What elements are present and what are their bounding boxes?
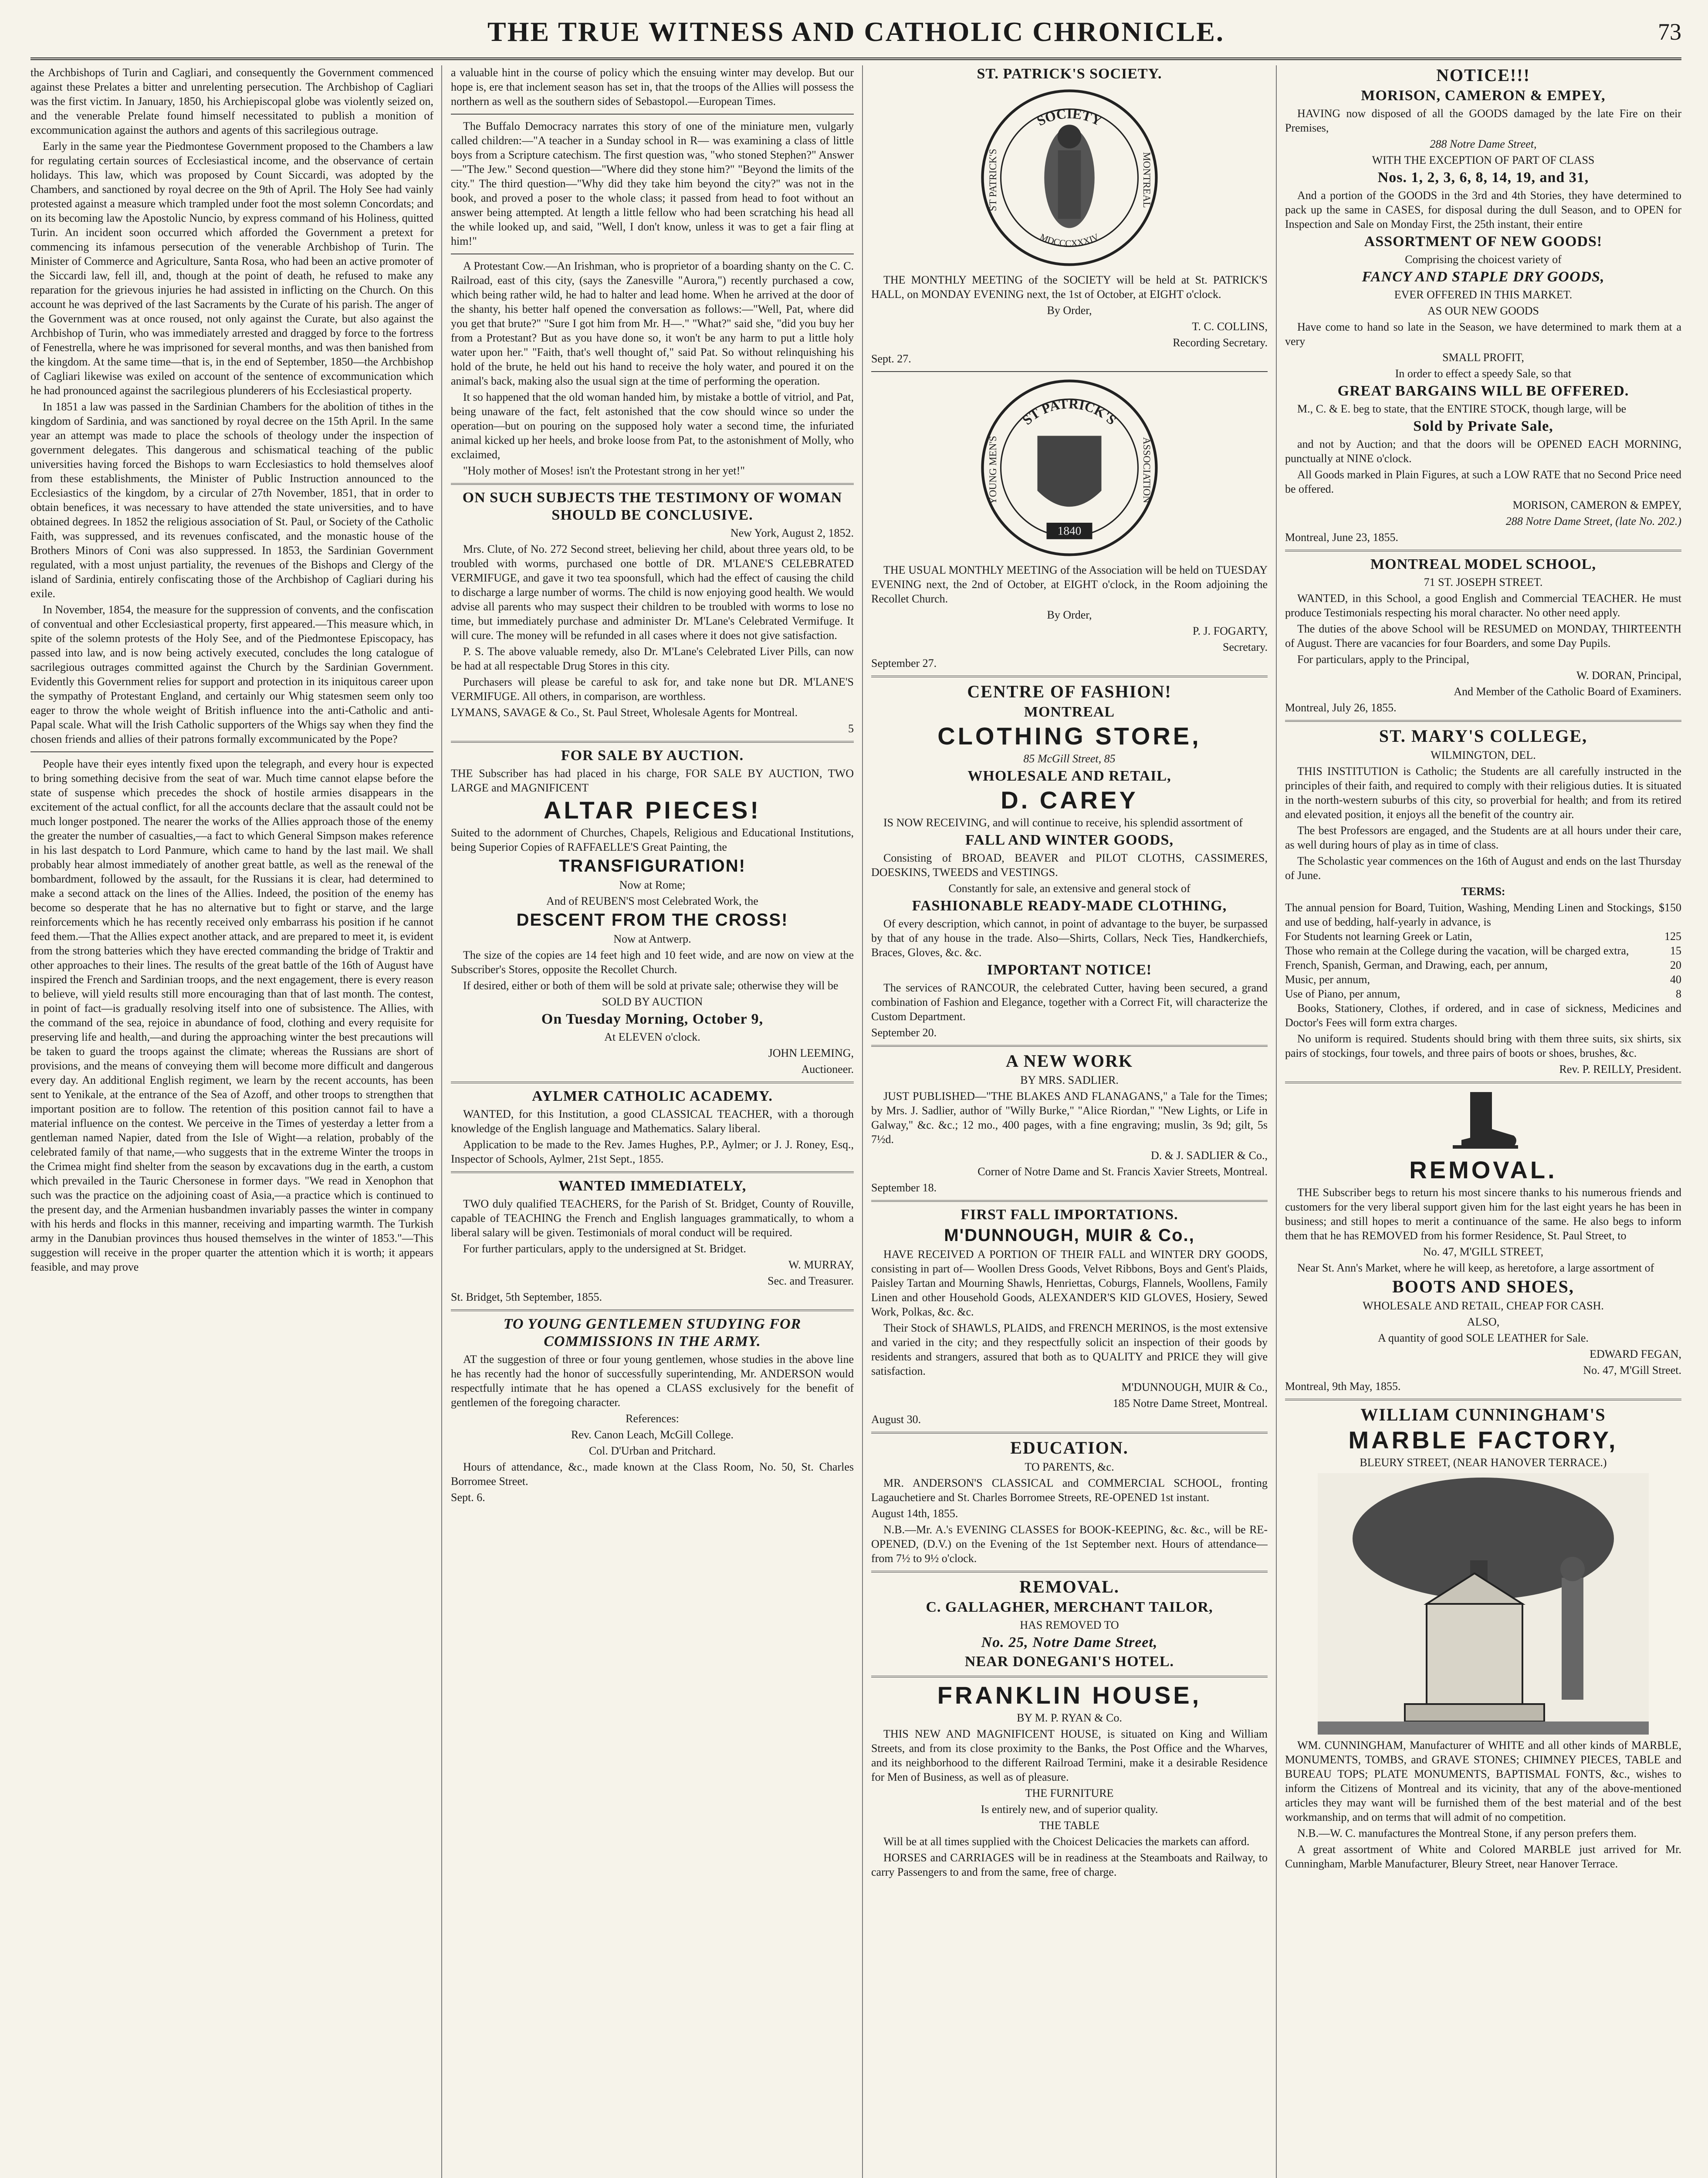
- ad-heading: WILLIAM CUNNINGHAM'S: [1360, 1405, 1606, 1424]
- signature-role: 288 Notre Dame Street, (late No. 202.): [1505, 515, 1681, 528]
- dateline: August 14th, 1855.: [871, 1507, 958, 1520]
- newspaper-title: THE TRUE WITNESS AND CATHOLIC CHRONICLE.: [487, 16, 1224, 47]
- display-heading: MARBLE FACTORY,: [1348, 1426, 1618, 1454]
- caption: Constantly for sale, an extensive and general stock of: [948, 882, 1191, 895]
- ad-heading: WANTED IMMEDIATELY,: [558, 1178, 747, 1194]
- divider: [1285, 550, 1681, 551]
- ad-heading: MONTREAL MODEL SCHOOL,: [1370, 556, 1596, 572]
- divider: [451, 741, 854, 743]
- caption: Comprising the choicest variety of: [1405, 253, 1562, 266]
- paragraph: No uniform is required. Students should bring with them three suits, six shirts, six pairs of stockings, four towels, and three pairs of boots or shoes, brushes, &c.: [1285, 1032, 1681, 1059]
- dateline: St. Bridget, 5th September, 1855.: [451, 1291, 602, 1303]
- dateline: September 20.: [871, 1026, 937, 1039]
- column-rule: [441, 65, 442, 2178]
- tuition-label: French, Spanish, German, and Drawing, each, per annum,: [1285, 959, 1548, 971]
- divider: [871, 1045, 1268, 1047]
- paragraph: The duties of the above School will be RESUMED on MONDAY, THIRTEENTH of August. There are vacancies for four Boarders, and some Day Pupils.: [1285, 622, 1681, 649]
- signature: D. & J. SADLIER & Co.,: [1151, 1149, 1268, 1162]
- ad-heading: CENTRE OF FASHION!: [967, 682, 1172, 701]
- ad-heading: REMOVAL.: [1019, 1577, 1120, 1596]
- paragraph: Books, Stationery, Clothes, if ordered, and in case of sickness, Medicines and Doctor's Fees will form extra charges.: [1285, 1002, 1681, 1029]
- paragraph: Consisting of BROAD, BEAVER and PILOT CLOTHS, CASSIMERES, DOESKINS, TWEEDS and VESTINGS.: [871, 852, 1268, 879]
- seal-text: 1840: [1057, 524, 1082, 538]
- caption: And of REUBEN'S most Celebrated Work, the: [546, 895, 758, 907]
- signature: Rev. P. REILLY, President.: [1559, 1063, 1681, 1075]
- divider: [451, 483, 854, 485]
- tuition-row: [1285, 958, 1681, 972]
- paragraph: HAVE RECEIVED A PORTION OF THEIR FALL and WINTER DRY GOODS, consisting in part of— Woollen Dress Goods, Velvet Ribbons, Boys and Gent's Plaids, Paisley Tartan and Mourning Shawls, Henriettas, Coburgs, Flannels, Woollens, Family Linen and other Household Goods, ALEXANDER'S KID GLOVES, Hosiery, Sewed Work, Polkas, &c. &c.: [871, 1248, 1268, 1318]
- display-heading: FALL AND WINTER GOODS,: [965, 832, 1174, 848]
- caption: ALSO,: [1467, 1316, 1500, 1328]
- paragraph: And a portion of the GOODS in the 3rd and 4th Stories, they have determined to pack up the same in CASES, for disposal during the dull Season, and to OPEN for Inspection and Sale on Monday First, the 25th instant, their entire: [1285, 189, 1681, 230]
- marble-monument-engraving-icon: [1318, 1473, 1649, 1735]
- signature: T. C. COLLINS,: [1192, 320, 1268, 333]
- caption: By Order,: [1047, 304, 1092, 317]
- tuition-value: $150: [1659, 901, 1681, 914]
- st-patricks-society-seal-icon: [978, 86, 1161, 269]
- paragraph: For particulars, apply to the Principal,: [1297, 653, 1469, 666]
- signature-role: Secretary.: [1223, 641, 1268, 653]
- tuition-row: [1285, 900, 1681, 929]
- tuition-label: Those who remain at the College during the vacation, will be charged extra,: [1285, 944, 1629, 957]
- young-mens-association-seal-icon: [978, 376, 1161, 559]
- seal-text: YOUNG MEN'S: [987, 436, 998, 504]
- seal-text: MDCCCXXXIV: [1038, 231, 1101, 249]
- paragraph: Near St. Ann's Market, where he will keep, as heretofore, a large assortment of: [1297, 1261, 1654, 1274]
- paragraph: THE MONTHLY MEETING of the SOCIETY will be held at St. PATRICK'S HALL, on MONDAY EVENING next, the 1st of October, at EIGHT o'clock.: [871, 274, 1268, 301]
- paragraph: For further particulars, apply to the undersigned at St. Bridget.: [463, 1242, 746, 1255]
- ad-heading: FRANKLIN HOUSE,: [937, 1681, 1202, 1709]
- dateline: September 18.: [871, 1181, 937, 1194]
- tuition-label: Use of Piano, per annum,: [1285, 988, 1400, 1000]
- paragraph: N.B.—W. C. manufactures the Montreal Stone, if any person prefers them.: [1297, 1827, 1637, 1840]
- paragraph: N.B.—Mr. A.'s EVENING CLASSES for BOOK-KEEPING, &c. &c., will be RE-OPENED, (D.V.) on the Evening of the 1st September next. Hours of attendance—from 7½ to 9½ o'clock.: [871, 1523, 1268, 1565]
- divider: [451, 1309, 854, 1311]
- caption: WILMINGTON, DEL.: [1431, 749, 1536, 761]
- tuition-label: The annual pension for Board, Tuition, Washing, Mending Linen and Stockings, and use of bedding, half-yearly in advance, is: [1285, 901, 1654, 928]
- divider: [871, 1676, 1268, 1677]
- display-heading: MORISON, CAMERON & EMPEY,: [1361, 88, 1606, 104]
- caption: BY M. P. RYAN & Co.: [1017, 1711, 1122, 1724]
- paragraph: Will be at all times supplied with the Choicest Delicacies the markets can afford.: [883, 1835, 1250, 1848]
- seal-text: ST PATRICK'S: [1019, 396, 1120, 428]
- caption: WITH THE EXCEPTION OF PART OF CLASS: [1372, 154, 1595, 166]
- ad-heading: AYLMER CATHOLIC ACADEMY.: [532, 1088, 773, 1104]
- caption: In order to effect a speedy Sale, so that: [1395, 367, 1572, 380]
- paragraph: THIS NEW AND MAGNIFICENT HOUSE, is situated on King and William Streets, and from its close proximity to the Banks, the Post Office and the Wharves, and its neighborhood to the different Railroad Termini, make it a desirable Residence for Men of Business, as well as of pleasure.: [871, 1728, 1268, 1783]
- caption: References:: [626, 1412, 679, 1425]
- column-4: [1285, 65, 1681, 2178]
- display-heading: M'DUNNOUGH, MUIR & Co.,: [944, 1226, 1195, 1245]
- tuition-value: 15: [1670, 944, 1681, 957]
- seal-text: ASSOCIATION: [1141, 437, 1153, 503]
- paragraph: Their Stock of SHAWLS, PLAIDS, and FRENCH MERINOS, is the most extensive and varied in the city; and they respectfully solicit an inspection of their goods by residents and strangers, assured that both as to QUALITY and PRICE they will give satisfaction.: [871, 1322, 1268, 1377]
- dateline: Montreal, July 26, 1855.: [1285, 701, 1397, 714]
- paragraph: All Goods marked in Plain Figures, at such a LOW RATE that no Second Price need be offered.: [1285, 468, 1681, 495]
- paragraph: A great assortment of White and Colored MARBLE just arrived for Mr. Cunningham, Marble Manufacturer, Bleury Street, near Hanover Terrace.: [1285, 1843, 1681, 1870]
- signature-role: Corner of Notre Dame and St. Francis Xavier Streets, Montreal.: [977, 1165, 1268, 1178]
- paragraph: The size of the copies are 14 feet high and 10 feet wide, and are now on view at the Subscriber's Stores, opposite the Recollet Church.: [451, 949, 854, 976]
- ad-heading: A NEW WORK: [1006, 1051, 1133, 1071]
- column-1: [30, 65, 433, 2178]
- signature: W. MURRAY,: [788, 1258, 854, 1271]
- caption: No. 47, M'GILL STREET,: [1423, 1245, 1544, 1258]
- caption: 85 McGill Street, 85: [1023, 752, 1116, 765]
- paragraph: M., C. & E. beg to state, that the ENTIRE STOCK, though large, will be: [1297, 402, 1627, 415]
- dateline: Montreal, June 23, 1855.: [1285, 531, 1398, 544]
- caption: THE FURNITURE: [1025, 1787, 1114, 1799]
- paragraph: It so happened that the old woman handed him, by mistake a bottle of vitriol, and Pat, being unaware of the fact, felt astonished that the cow should wince so under the operation—but on pouring on the supposed holy water a second time, the infuriated animal kicked up her heels, and broke loose from Pat, to the astonishment of Molly, who exclaimed,: [451, 391, 854, 461]
- display-heading: MONTREAL: [1024, 704, 1115, 720]
- paragraph: P. S. The above valuable remedy, also Dr. M'Lane's Celebrated Liver Pills, can now be had at all respectable Drug Stores in this city.: [451, 645, 854, 672]
- paragraph: The best Professors are engaged, and the Students are at all hours under their care, as well during hours of play as in time of class.: [1285, 824, 1681, 851]
- paragraph: IS NOW RECEIVING, and will continue to receive, his splendid assortment of: [883, 816, 1243, 829]
- caption: Col. D'Urban and Pritchard.: [588, 1444, 716, 1457]
- paragraph: THIS INSTITUTION is Catholic; the Students are all carefully instructed in the principles of their faith, and required to comply with their religious duties. It is situated in the north-western suburbs of this city, so proverbial for health; and from its retired and elevated position, it enjoys all the benefit of the country air.: [1285, 765, 1681, 821]
- divider: [1285, 1399, 1681, 1400]
- display-heading: NEAR DONEGANI'S HOTEL.: [964, 1654, 1174, 1670]
- divider: [871, 1200, 1268, 1202]
- signature: W. DORAN, Principal,: [1576, 669, 1681, 682]
- paragraph: THE Subscriber has had placed in his charge, FOR SALE BY AUCTION, TWO LARGE and MAGNIFICENT: [451, 767, 854, 794]
- signature: JOHN LEEMING,: [768, 1047, 854, 1059]
- caption: TO PARENTS, &c.: [1025, 1461, 1114, 1473]
- dateline: New York, August 2, 1852.: [730, 527, 854, 539]
- seal-text: MONTREAL: [1141, 152, 1153, 208]
- paragraph: TWO duly qualified TEACHERS, for the Parish of St. Bridget, County of Rouville, capable of TEACHING the French and English languages grammatically, to whom a liberal salary will be given. Testimonials of moral conduct will be required.: [451, 1197, 854, 1239]
- caption: Is entirely new, and of superior quality.: [981, 1803, 1158, 1816]
- caption: Now at Rome;: [619, 879, 686, 891]
- paragraph: The Buffalo Democracy narrates this story of one of the miniature men, vulgarly called children:—"A teacher in a Sunday school in R— was examining a class of little boys from a Scripture catechism. The first question was, "who stoned Stephen?" Answer—"The Jew." Second question—"Where did they stone him?" "Beyond the limits of the city." The third question—"Why did they take him beyond the city?" was not in the book, and proved a poser to the whole class; it passed from head to foot without an answer being attempted. At length a little fellow who had been scratching his head all the while looked up, and said, "Well, I don't know, unless it was to get a fair fling at him!": [451, 120, 854, 247]
- divider: [871, 676, 1268, 677]
- paragraph: THE USUAL MONTHLY MEETING of the Association will be held on TUESDAY EVENING next, the 2nd of October, at EIGHT o'clock, in the Room adjoining the Recollet Church.: [871, 564, 1268, 605]
- signature-role: No. 47, M'Gill Street.: [1583, 1364, 1681, 1376]
- column-2: [451, 65, 854, 2178]
- display-heading: FASHIONABLE READY-MADE CLOTHING,: [912, 898, 1227, 914]
- tuition-row: [1285, 972, 1681, 987]
- paragraph: a valuable hint in the course of policy which the ensuing winter may develop. But our hope is, ere that inclement season has set in, that the troops of the Allies will possess the northern as well as the southern sides of Sebastopol.—European Times.: [451, 66, 854, 108]
- display-heading: IMPORTANT NOTICE!: [987, 962, 1152, 978]
- paragraph: Application to be made to the Rev. James Hughes, P.P., Aylmer; or J. J. Roney, Esq., Inspector of Schools, Aylmer, 21st Sept., 1855.: [451, 1138, 854, 1165]
- page-number: 73: [1658, 19, 1681, 45]
- display-heading: DESCENT FROM THE CROSS!: [516, 910, 788, 930]
- display-heading: TERMS:: [1461, 885, 1505, 898]
- ad-heading: EDUCATION.: [1010, 1438, 1129, 1458]
- tuition-value: 8: [1676, 988, 1681, 1000]
- seal-text: ST PATRICK'S: [987, 149, 998, 211]
- signature-role: And Member of the Catholic Board of Examiners.: [1454, 685, 1681, 698]
- paragraph: Mrs. Clute, of No. 272 Second street, believing her child, about three years old, to be troubled with worms, purchased one bottle of DR. M'LANE'S CELEBRATED VERMIFUGE, and gave it two tea spoonsfull, which had the effect of causing the child to discharge a large number of worms. The child is now enjoying good health. We would advise all parents who may suspect their children to be troubled with worms to lose no time, but immediately purchase and administer Dr. M'Lane's Celebrated Vermifuge. It will cure. The money will be refunded in all cases where it does not give satisfaction.: [451, 543, 854, 642]
- tuition-row: [1285, 944, 1681, 958]
- ad-heading: FOR SALE BY AUCTION.: [561, 747, 744, 764]
- display-heading: ASSORTMENT OF NEW GOODS!: [1364, 233, 1603, 250]
- paragraph: Have come to hand so late in the Season, we have determined to mark them at a very: [1285, 321, 1681, 348]
- column-rule: [862, 65, 863, 2178]
- caption: Rev. Canon Leach, McGill College.: [571, 1428, 734, 1441]
- divider: [1285, 1082, 1681, 1083]
- tuition-label: Music, per annum,: [1285, 973, 1370, 986]
- paragraph: If desired, either or both of them will be sold at private sale; otherwise they will be: [463, 979, 839, 992]
- display-heading: Sold by Private Sale,: [1413, 418, 1553, 434]
- display-heading: TRANSFIGURATION!: [559, 856, 746, 876]
- paragraph: A Protestant Cow.—An Irishman, who is proprietor of a boarding shanty on the C. C. Railroad, east of this city, (says the Zanesville "Aurora,") recently purchased a cow, which being rather wild, he had to halter and lead home. When he arrived at the door of the shanty, his better half opened the conversation as follows:—"Well, Pat, where did you get that brute?" "Sure I got him from Mr. H—." "What?" said she, "did you buy her from a Protestant? But as you have done so, it won't be any harm to put a little holy water upon her." "Faith, that's well thought of," said Pat. So without relinquishing his hold of the brute, he held out his hand to receive the holy water, and poured it on the animal's back, making also the usual sign at the time of performing the operation.: [451, 260, 854, 387]
- caption: AS OUR NEW GOODS: [1427, 304, 1539, 317]
- paragraph: In 1851 a law was passed in the Sardinian Chambers for the abolition of tithes in the kingdom of Sardinia, and was sanctioned by royal decree on the 15th April. In the same year an attempt was made to place the schools of theology under the inspection of government delegates. This dangerous and schismatical teaching of the public universities having forced the Bishops to warn Ecclesiastics to hold themselves aloof from these establishments, the Minister of Public Instruction announced to the Ecclesiastics of the kingdom, by a circular of 27th November, 1851, that in order to obtain benefices, it was necessary to have attended the state universities, and to have obtained degrees. In 1852 the religious association of St. Paul, or Society of the Catholic Faith, was suppressed, and its revenues confiscated, and the monastic house of the Brothers Minors of Coni was also suppressed. In 1853, the Sardinian Government regulated, with a most unjust partiality, the revenues of the Bishops and Clergy of the island of Sardinia, entirely confiscating those of the Archbishop of Cagliari during his exile.: [30, 400, 433, 600]
- signature: MORISON, CAMERON & EMPEY,: [1512, 499, 1681, 511]
- display-heading: CLOTHING STORE,: [937, 722, 1201, 750]
- paragraph: JUST PUBLISHED—"THE BLAKES AND FLANAGANS," a Tale for the Times; by Mrs. J. Sadlier, author of "Willy Burke," "Alice Riordan," "New Lights, or Life in Galway," &c. &c.; 12 mo., 400 pages, with a fine engraving; muslin, 3s 9d; gilt, 5s 7½d.: [871, 1090, 1268, 1146]
- signature-role: Auctioneer.: [801, 1063, 854, 1075]
- paragraph: In November, 1854, the measure for the suppression of convents, and the confiscation of conventual and other Ecclesiastical property, first appeared.—This measure which, in spite of the solemn protests of the Holy See, and of the Piedmontese Episcopacy, has passed into law, and is now being actively executed, concludes the long catalogue of sacrilegious outrages committed against the Church by the Sardinian Government. Evidently this Government relies for support and protection in its iniquitous career upon the sympathy of Protestant England, and certainly our Whig statesmen seem only too eager to throw the whole weight of British influence into the anti-Catholic and anti-Papal scale. What will the Irish Catholic supporters of the Whigs say when they find the chosen friends and allies of their patrons formally excommunicated by the Pope?: [30, 603, 433, 745]
- ad-heading: ST. MARY'S COLLEGE,: [1379, 726, 1588, 746]
- display-heading: No. 25, Notre Dame Street,: [981, 1634, 1158, 1650]
- tuition-row: [1285, 929, 1681, 944]
- caption: 288 Notre Dame Street,: [1430, 138, 1537, 150]
- svg-text:ST PATRICK'S: [1020, 396, 1120, 428]
- divider: [871, 371, 1268, 372]
- ad-heading: ST. PATRICK'S SOCIETY.: [977, 66, 1162, 82]
- paragraph: Early in the same year the Piedmontese Government proposed to the Chambers a law for regulating certain sources of Ecclesiastical income, and the observance of certain holidays. This law, which was proposed by Count Siccardi, was adopted by the Chambers, and sanctioned by royal decree on the 9th of April. The Holy See had vainly protested against a measure which trampled under foot the most solemn Concordats; and on its becoming law the Apostolic Nuncio, by express command of his Holiness, quitted Turin. An incident soon occurred which afforded the Government a pretext for commencing its infamous persecution of the venerable Archbishop of Turin. The Minister of Commerce and Agriculture, Santa Rosa, who had been an active promoter of the Siccardi law, fell ill, and, though at the point of death, he refused to make any reparation for the grievous injuries he had assisted in inflicting on the Church. On this account he was deprived of the last Sacraments by the Curate of his parish. The anger of the Government was at once roused, not only against the Curate, but also against the Archbishop of Turin, who was immediately arrested and dragged by force to the fortress of Fenestrella, where he was imprisoned for several months, and was then banished from the kingdom. At the same time—that is, in the end of September, 1850—the Archbishop of Cagliari likewise was exiled on account of the sentence of excommunication which he had pronounced against the sacrilegious plunderers of his Ecclesiastical property.: [30, 140, 433, 397]
- seal-text: SOCIETY: [1034, 106, 1104, 129]
- ad-number: 5: [848, 722, 854, 735]
- dateline: August 30.: [871, 1413, 921, 1426]
- signature: P. J. FOGARTY,: [1192, 625, 1268, 637]
- signature-role: Recording Secretary.: [1173, 336, 1268, 349]
- divider: [451, 1082, 854, 1083]
- caption: By Order,: [1047, 609, 1092, 621]
- ad-heading: FIRST FALL IMPORTATIONS.: [961, 1207, 1178, 1223]
- dateline: Sept. 6.: [451, 1491, 485, 1504]
- signature-role: Sec. and Treasurer.: [768, 1275, 854, 1287]
- caption: A quantity of good SOLE LEATHER for Sale.: [1378, 1332, 1589, 1344]
- paragraph: HORSES and CARRIAGES will be in readiness at the Steamboats and Railway, to carry Passengers to and from the same, free of charge.: [871, 1851, 1268, 1878]
- caption: WHOLESALE AND RETAIL, CHEAP FOR CASH.: [1363, 1299, 1604, 1312]
- caption: Now at Antwerp.: [613, 933, 691, 945]
- paragraph: WANTED, for this Institution, a good CLASSICAL TEACHER, with a thorough knowledge of the English language and Mathematics. Salary liberal.: [451, 1108, 854, 1135]
- caption: BY MRS. SADLIER.: [1020, 1074, 1119, 1086]
- svg-text:MDCCCXXXIV: [1038, 231, 1100, 248]
- paragraph: MR. ANDERSON'S CLASSICAL and COMMERCIAL SCHOOL, fronting Lagauchetiere and St. Charles Borromee Streets, RE-OPENED 1st instant.: [871, 1477, 1268, 1504]
- dateline: Sept. 27.: [871, 352, 911, 365]
- divider: [451, 114, 854, 115]
- tuition-value: 20: [1670, 959, 1681, 971]
- paragraph: "Holy mother of Moses! isn't the Protestant strong in her yet!": [463, 464, 745, 477]
- dateline: September 27.: [871, 657, 937, 670]
- boot-icon: [1444, 1088, 1522, 1153]
- ad-heading: NOTICE!!!: [1436, 65, 1530, 85]
- dateline: Montreal, 9th May, 1855.: [1285, 1380, 1401, 1393]
- caption: 71 ST. JOSEPH STREET.: [1424, 576, 1543, 588]
- paragraph: People have their eyes intently fixed upon the telegraph, and every hour is expected to bring something decisive from the seat of war. Much time cannot elapse before the state of suspense which precedes the shock of hostile armies disappears in the excitement of the actual conflict, for all the accounts declare that the assault could not be much longer postponed. The nearer the works of the Allies approach those of the enemy the greater the number of casualties,—a fact to which General Simpson makes reference in his last despatch to Lord Panmure, which came to hand by the last mail. We shall probably hear almost immediately of another great battle, as well as the renewal of the bombardment, followed by the assault, for the Russians it is clear, had determined to make a second attack on the lines of the Allies. Indeed, the position of the enemy has become so desperate that he has no alternative but to fight or starve, and the large reinforcements which he has recently received only embarrass his position if he cannot feed them.—That the Allies expect another attack, and are prepared to meet it, is evident from the strong batteries which they have erected commanding the bridge of Traktir and other approaches to their lines. The results of the great battle of the 16th of August have inspired the French and Sardinian troops, and the next engagement, there is every reason to believe, will yield results still more encouraging than that of last month. The contest, in point of fact—is gradually resolving itself into one of subsistence. The Allies, with the command of the sea, rejoice in abundance of food, clothing and every requisite for preserving life and health,—and during the approaching winter the best precautions will be taken to guard the troops against the climate; whereas the Russians are short of provisions, and the means of conveying them will become more difficult and dangerous every day. An additional English regiment, we learn by the recent accounts, has been sent to Yenikale, at the entrance of the Sea of Azoff, and other troops to strengthen that important position are to follow. The retention of this position cannot fail to have a material influence on the contest. We perceive in the Times of yesterday a letter from a gentleman named Napier, dated from the Isle of Wight—a relation, probably of the celebrated family of that name,—who suggests that in the extreme Winter the troops in the Crimea might find shelter from the season by excavations dug in the earth, a custom which prevailed in the Tauric Chersonese in former days. "We read in Xenophon that such was the practice on the adjoining coast of Asia,—a practice which is continued to the present day, and the Armenian husbandmen invariably passes the winter in company with his herds and flocks in this manner, receiving and imparting warmth. The Turkish army in the Danubian provinces thus housed themselves in the winter of 1853."—This suggestion will receive in the proper quarter the attention which it is worth; it appears feasible, and may prove: [30, 758, 433, 1273]
- paragraph: Suited to the adornment of Churches, Chapels, Religious and Educational Institutions, being Superior Copies of RAFFAELLE'S Great Painting, the: [451, 826, 854, 853]
- paragraph: and not by Auction; and that the doors will be OPENED EACH MORNING, punctually at NINE o'clock.: [1285, 438, 1681, 465]
- paragraph: THE Subscriber begs to return his most sincere thanks to his numerous friends and customers for the very liberal support given him for the last eight years he has been in business; and still hopes to merit a continuance of the same. He also begs to inform them that he has REMOVED from his former Residence, St. Paul Street, to: [1285, 1186, 1681, 1242]
- tuition-row: [1285, 987, 1681, 1001]
- paragraph: Of every description, which cannot, in point of advantage to the buyer, be surpassed by that of any house in the trade. Also—Shirts, Collars, Neck Ties, Handkerchiefs, Braces, Gloves, &c. &c.: [871, 917, 1268, 959]
- signature: EDWARD FEGAN,: [1590, 1348, 1681, 1360]
- display-heading: WHOLESALE AND RETAIL,: [967, 768, 1171, 784]
- caption: SMALL PROFIT,: [1442, 351, 1524, 364]
- ad-heading: REMOVAL.: [1409, 1156, 1557, 1184]
- paragraph: the Archbishops of Turin and Cagliari, and consequently the Government commenced against these Prelates a bitter and unrelenting persecution. The Archbishop of Cagliari was the first victim. In January, 1850, his Archiepiscopal globe was violently seized on, and the venerable Prelate found himself necessitated to publish a monition of excommunication against the authors and agents of this sacrilegious outrage.: [30, 66, 433, 136]
- tuition-value: 40: [1670, 973, 1681, 986]
- divider: [30, 751, 433, 752]
- signature: M'DUNNOUGH, MUIR & Co.,: [1121, 1381, 1268, 1393]
- tuition-value: 125: [1664, 930, 1681, 943]
- signature-role: 185 Notre Dame Street, Montreal.: [1113, 1397, 1268, 1410]
- display-heading: On Tuesday Morning, October 9,: [541, 1011, 764, 1027]
- column-rule: [1276, 65, 1277, 2178]
- paragraph: WM. CUNNINGHAM, Manufacturer of WHITE and all other kinds of MARBLE, MONUMENTS, TOMBS, and GRAVE STONES; CHIMNEY PIECES, TABLE and BUREAU TOPS; PLATE MONUMENTS, BAPTISMAL FONTS, &c., wishes to inform the Citizens of Montreal and its vicinity, that any of the above-mentioned articles they may want will be furnished them of the best material and of the best workmanship, and on terms that will admit of no competition.: [1285, 1739, 1681, 1823]
- caption: EVER OFFERED IN THIS MARKET.: [1394, 288, 1573, 301]
- column-3: [871, 65, 1268, 2178]
- caption: SOLD BY AUCTION: [602, 995, 703, 1008]
- paragraph: The Scholastic year commences on the 16th of August and ends on the last Thursday of June.: [1285, 855, 1681, 882]
- ad-heading: ON SUCH SUBJECTS THE TESTIMONY OF WOMAN SHOULD BE CONCLUSIVE.: [462, 490, 842, 523]
- display-heading: GREAT BARGAINS WILL BE OFFERED.: [1337, 383, 1629, 399]
- paragraph: AT the suggestion of three or four young gentlemen, whose studies in the above line he has recently had the honor of successfully superintending, Mr. ANDERSON would respectfully intimate that he has opened a CLASS exclusively for the benefit of gentlemen of the foregoing character.: [451, 1353, 854, 1409]
- paragraph: Hours of attendance, &c., made known at the Class Room, No. 50, St. Charles Borromee Street.: [451, 1461, 854, 1488]
- divider: [1285, 720, 1681, 722]
- display-heading: C. GALLAGHER, MERCHANT TAILOR,: [926, 1599, 1213, 1615]
- caption: HAS REMOVED TO: [1020, 1619, 1119, 1631]
- divider: [871, 1571, 1268, 1573]
- caption: THE TABLE: [1039, 1819, 1100, 1832]
- display-heading: BOOTS AND SHOES,: [1392, 1277, 1574, 1296]
- caption: BLEURY STREET, (NEAR HANOVER TERRACE.): [1360, 1456, 1607, 1469]
- divider: [451, 1171, 854, 1173]
- paragraph: Purchasers will please be careful to ask for, and take none but DR. M'LANE'S VERMIFUGE. All others, in comparison, are worthless.: [451, 676, 854, 703]
- paragraph: WANTED, in this School, a good English and Commercial TEACHER. He must produce Testimonials respecting his moral character. No other need apply.: [1285, 592, 1681, 619]
- display-heading: D. CAREY: [1001, 786, 1138, 814]
- tuition-label: For Students not learning Greek or Latin,: [1285, 930, 1472, 943]
- divider: [871, 1432, 1268, 1434]
- display-heading: FANCY AND STAPLE DRY GOODS,: [1362, 269, 1605, 285]
- masthead: [30, 10, 1681, 60]
- ad-heading: TO YOUNG GENTLEMEN STUDYING FOR COMMISSIONS IN THE ARMY.: [503, 1316, 802, 1349]
- signature: LYMANS, SAVAGE & Co., St. Paul Street, Wholesale Agents for Montreal.: [451, 706, 798, 719]
- display-heading: ALTAR PIECES!: [543, 796, 761, 824]
- paragraph: HAVING now disposed of all the GOODS damaged by the late Fire on their Premises,: [1285, 107, 1681, 134]
- display-heading: Nos. 1, 2, 3, 6, 8, 14, 19, and 31,: [1377, 169, 1589, 186]
- paragraph: The services of RANCOUR, the celebrated Cutter, having been secured, a grand combination of Fashion and Elegance, together with a Correct Fit, will characterize the Custom Department.: [871, 981, 1268, 1023]
- caption: At ELEVEN o'clock.: [604, 1031, 700, 1043]
